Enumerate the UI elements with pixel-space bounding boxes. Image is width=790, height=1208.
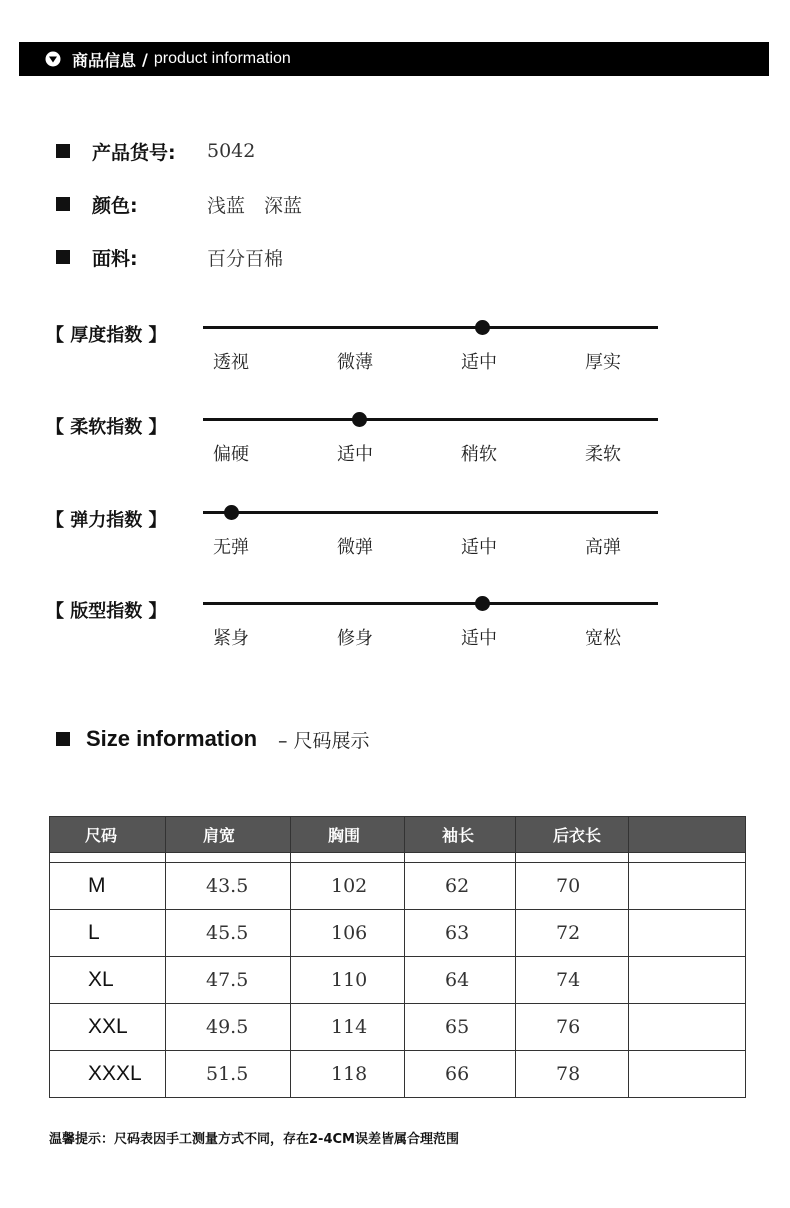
column-header: 胸围 <box>291 817 405 853</box>
table-cell <box>629 863 746 910</box>
table-header-row <box>50 817 746 853</box>
index-option: 适中 <box>337 444 373 465</box>
table-cell: 114 <box>291 1004 405 1051</box>
index-label: 【 弹力指数 】 <box>46 510 167 531</box>
index-option: 无弹 <box>213 537 249 558</box>
column-header: 肩宽 <box>166 817 291 853</box>
info-value: 百分百棉 <box>207 247 284 270</box>
table-cell: 70 <box>516 863 629 910</box>
header-title-en: product information <box>153 50 291 67</box>
index-option: 偏硬 <box>213 444 249 465</box>
size-cell: L <box>50 910 166 957</box>
table-row <box>50 1051 746 1098</box>
info-label: 产品货号: <box>92 141 176 164</box>
index-option: 修身 <box>337 628 373 649</box>
header-separator: / <box>142 49 148 69</box>
size-cell: XXL <box>50 1004 166 1051</box>
column-header: 后衣长 <box>516 817 629 853</box>
table-cell: 51.5 <box>166 1051 291 1098</box>
index-scale-line <box>203 602 658 605</box>
table-cell: 72 <box>516 910 629 957</box>
info-row-item-number <box>56 136 256 166</box>
heart-shield-icon <box>45 51 61 67</box>
size-cell: M <box>50 863 166 910</box>
bullet-square-icon <box>56 197 70 211</box>
table-spacer-row <box>50 853 746 863</box>
info-row-fabric <box>56 242 284 272</box>
table-cell: 64 <box>405 957 516 1004</box>
section-header-bar <box>19 42 769 76</box>
table-cell: 43.5 <box>166 863 291 910</box>
info-row-color <box>56 189 303 219</box>
index-label: 【 柔软指数 】 <box>46 417 167 438</box>
table-row <box>50 1004 746 1051</box>
table-cell: 110 <box>291 957 405 1004</box>
table-cell <box>629 1004 746 1051</box>
index-option: 高弹 <box>585 537 621 558</box>
table-row <box>50 910 746 957</box>
index-option: 适中 <box>461 537 497 558</box>
index-option: 微薄 <box>337 352 373 373</box>
size-cell: XXXL <box>50 1051 166 1098</box>
table-cell: 74 <box>516 957 629 1004</box>
header-title-zh: 商品信息 <box>72 50 137 70</box>
column-header <box>629 817 746 853</box>
index-option: 微弹 <box>337 537 373 558</box>
index-scale-line <box>203 326 658 329</box>
table-cell <box>629 910 746 957</box>
size-title-zh: – 尺码展示 <box>278 729 370 752</box>
info-label: 颜色: <box>92 194 138 217</box>
table-cell: 62 <box>405 863 516 910</box>
table-cell: 76 <box>516 1004 629 1051</box>
table-cell: 66 <box>405 1051 516 1098</box>
index-option: 厚实 <box>585 352 621 373</box>
index-option: 适中 <box>461 352 497 373</box>
index-option: 柔软 <box>585 444 621 465</box>
table-cell: 65 <box>405 1004 516 1051</box>
info-value: 5042 <box>207 140 256 162</box>
table-cell: 49.5 <box>166 1004 291 1051</box>
index-option: 适中 <box>461 628 497 649</box>
index-scale-line <box>203 418 658 421</box>
size-section-title <box>56 724 370 754</box>
index-marker-dot <box>224 505 239 520</box>
index-marker-dot <box>475 596 490 611</box>
table-cell <box>629 957 746 1004</box>
bullet-square-icon <box>56 144 70 158</box>
index-label: 【 版型指数 】 <box>46 601 167 622</box>
table-row <box>50 957 746 1004</box>
index-marker-dot <box>475 320 490 335</box>
index-option: 透视 <box>213 352 249 373</box>
index-option: 稍软 <box>461 444 497 465</box>
column-header: 袖长 <box>405 817 516 853</box>
size-title-en: Size information <box>86 726 258 751</box>
index-label: 【 厚度指数 】 <box>46 325 167 346</box>
table-row <box>50 863 746 910</box>
index-option: 宽松 <box>585 628 621 649</box>
size-note: 温馨提示：尺码表因手工测量方式不同，存在2-4CM误差皆属合理范围 <box>49 1132 459 1147</box>
table-cell <box>629 1051 746 1098</box>
index-scale-line <box>203 511 658 514</box>
bullet-square-icon <box>56 732 70 746</box>
table-cell: 78 <box>516 1051 629 1098</box>
table-cell: 47.5 <box>166 957 291 1004</box>
table-cell: 63 <box>405 910 516 957</box>
info-label: 面料: <box>92 247 138 270</box>
table-cell: 45.5 <box>166 910 291 957</box>
column-header: 尺码 <box>50 817 166 853</box>
table-cell: 102 <box>291 863 405 910</box>
index-option: 紧身 <box>213 628 249 649</box>
table-cell: 106 <box>291 910 405 957</box>
size-cell: XL <box>50 957 166 1004</box>
bullet-square-icon <box>56 250 70 264</box>
index-marker-dot <box>352 412 367 427</box>
table-cell: 118 <box>291 1051 405 1098</box>
size-table <box>49 816 746 1098</box>
info-value: 浅蓝 深蓝 <box>207 194 303 217</box>
